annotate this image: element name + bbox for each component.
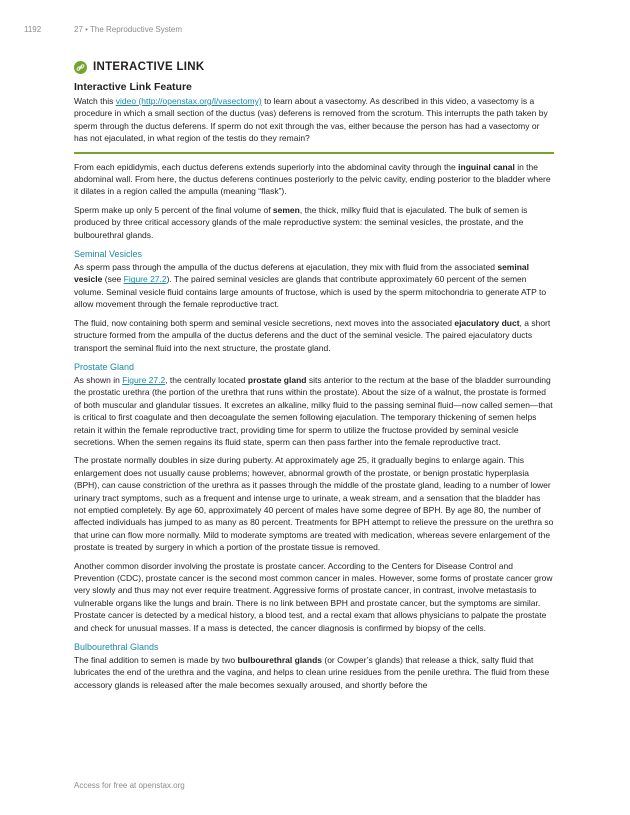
- subheading-prostate-gland: Prostate Gland: [74, 361, 135, 372]
- text: Sperm make up only 5 percent of the final volume of: [74, 204, 273, 215]
- chapter-title: 27 • The Reproductive System: [74, 25, 183, 34]
- key-term: semen: [272, 204, 300, 215]
- text: From each epididymis, each ductus deferens extends superiorly into the abdominal cavity through the: [74, 161, 459, 172]
- callout-body: [74, 95, 554, 149]
- callout-divider: [74, 152, 554, 154]
- main-content: [74, 58, 554, 697]
- figure-link[interactable]: Figure 27.2: [122, 374, 166, 385]
- key-term: prostate gland: [247, 374, 307, 385]
- page-number: 1192: [24, 25, 42, 34]
- paragraph-ejaculatory-duct: [74, 317, 554, 354]
- video-link[interactable]: video (http://openstax.org/l/vasectomy): [115, 96, 262, 106]
- paragraph-bulbourethral: [74, 654, 554, 691]
- page-footer: Access for free at openstax.org: [74, 781, 185, 790]
- callout-title: [74, 58, 554, 76]
- paragraph-ductus-deferens: [74, 161, 554, 198]
- text: (or Cowper’s glands) that release a thick, salty fluid that lubricates the end of the urethra and the vagina, and helps to clean urine residues from the penile urethra. The fluid from these accessory glands is released after the male becomes sexually aroused, and shortly before the: [74, 655, 550, 690]
- text: , the thick, milky fluid that is ejaculated. The bulk of semen is produced by three critical accessory glands of the male reproductive system: the seminal vesicles, the prostate, and the bulbourethral glands.: [74, 204, 528, 240]
- callout-title-text: INTERACTIVE LINK: [93, 60, 205, 73]
- text: As shown in: [74, 374, 123, 385]
- text: (see: [102, 274, 124, 285]
- text: in the abdominal wall. From here, the ductus deferens continues posteriorly to the pelvic cavity, ending posterior to the bladder where it dilates in a region called the ampulla (meaning “flask”).: [74, 161, 551, 197]
- text: to learn about a vasectomy. As described in this video, a vasectomy is a procedure in which a small section of the ductus (vas) deferens is removed from the scrotum. This interrupts the path taken by sperm through the ductus deferens. If sperm do not exit through the vas, either because the person has had a vasectomy or has not ejaculated, in what region of the testis do they remain?: [74, 96, 548, 144]
- text: , the centrally located: [165, 374, 248, 385]
- text: The final addition to semen is made by two: [74, 655, 238, 666]
- interactive-link-callout: [74, 58, 554, 154]
- text: Watch this: [74, 96, 116, 106]
- key-term: seminal vesicle: [74, 262, 529, 285]
- subheading-seminal-vesicles: Seminal Vesicles: [74, 249, 143, 260]
- feature-heading: Interactive Link Feature: [74, 81, 192, 93]
- paragraph-prostate-cancer: Another common disorder involving the prostate is prostate cancer. According to the Centers for Disease Control and Prevention (CDC), prostate cancer is the second most common cancer in males. However, some forms of prostate cancer grow very slowly and thus may not ever require treatment. Aggressive forms of prostate cancer, in contrast, involve metastasis to vulnerable organs like the lungs and brain. There is no link between BPH and prostate cancer, but the symptoms are similar. Prostate cancer is detected by a medical history, a blood test, and a rectal exam that allows physicians to palpate the prostate and check for unusual masses. If a mass is detected, the cancer diagnosis is confirmed by biopsy of the cells.: [74, 560, 553, 633]
- link-icon: [74, 61, 87, 74]
- subheading-bulbourethral-glands: Bulbourethral Glands: [74, 642, 159, 653]
- text: The fluid, now containing both sperm and seminal vesicle secretions, next moves into the associated: [74, 317, 455, 328]
- key-term: ejaculatory duct: [454, 317, 520, 328]
- paragraph-prostate-gland: [74, 374, 554, 448]
- text: As sperm pass through the ampulla of the ductus deferens at ejaculation, they mix with fluid from the associated: [74, 262, 498, 273]
- text: ). The paired seminal vesicles are glands that contribute approximately 60 percent of the semen volume. Seminal vesicle fluid contains large amounts of fructose, which is used by the sperm mitochondria to generate ATP to allow movement through the female reproductive tract.: [74, 274, 547, 310]
- key-term: inguinal canal: [458, 161, 515, 172]
- text: sits anterior to the rectum at the base of the bladder surrounding the prostatic urethra (the portion of the urethra that runs within the prostate). About the size of a walnut, the prostate is formed of both muscular and glandular tissues. It excretes an alkaline, milky fluid to the passing seminal fluid—now called semen—that is critical to first coagulate and then decoagulate the semen following ejaculation. The temporary thickening of semen helps retain it within the female reproductive tract, providing time for sperm to utilize the fructose provided by seminal vesicle secretions. When the semen regains its fluid state, sperm can then pass farther into the female reproductive tract.: [74, 374, 553, 447]
- figure-link[interactable]: Figure 27.2: [123, 274, 167, 285]
- paragraph-semen: [74, 204, 554, 241]
- text: , a short structure formed from the ampulla of the ductus deferens and the duct of the seminal vesicle. The paired ejaculatory ducts transport the seminal fluid into the next structure, the prostate gland.: [74, 317, 551, 353]
- key-term: bulbourethral glands: [237, 655, 323, 666]
- paragraph-bph: The prostate normally doubles in size during puberty. At approximately age 25, it gradually begins to enlarge again. This enlargement does not usually cause problems; however, abnormal growth of the prostate, or benign prostatic hyperplasia (BPH), can cause constriction of the urethra as it passes through the middle of the prostate gland, leading to a number of lower urinary tract symptoms, such as a frequent and intense urge to urinate, a weak stream, and a sensation that the bladder has not emptied completely. By age 60, approximately 40 percent of males have some degree of BPH. By age 80, the number of affected individuals has jumped to as many as 80 percent. Treatments for BPH attempt to relieve the pressure on the urethra so that urine can flow more normally. Mild to moderate symptoms are treated with medication, whereas severe enlargement of the prostate is treated by surgery in which a portion of the prostate tissue is removed.: [74, 455, 554, 553]
- paragraph-seminal-vesicle: [74, 261, 554, 311]
